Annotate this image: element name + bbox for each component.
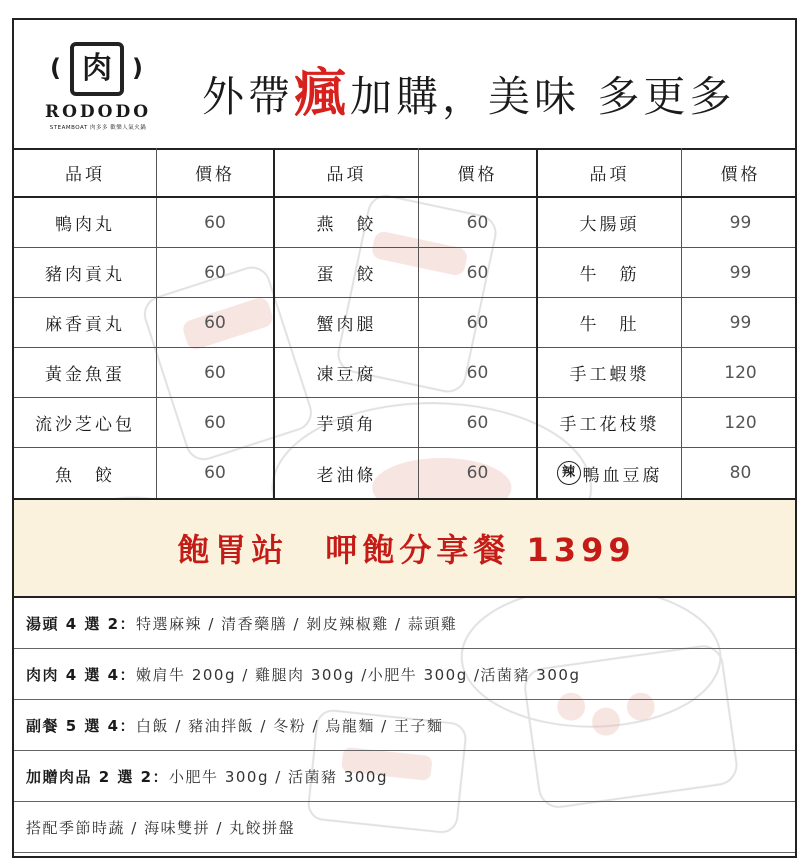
item-name: 牛 筋 [538, 248, 682, 297]
table-row [538, 198, 797, 248]
item-name: 手工花枝漿 [538, 398, 682, 447]
headline [202, 64, 735, 127]
table-header-row [538, 148, 797, 198]
table-header-row [14, 148, 273, 198]
set-text: 搭配季節時蔬 / 海味雙拼 / 丸餃拼盤 [26, 818, 296, 837]
item-price: 60 [204, 362, 226, 383]
header [14, 20, 797, 150]
table-row [14, 448, 273, 498]
item-name: 流沙芝心包 [14, 398, 157, 447]
item-price: 60 [466, 412, 489, 433]
brand-logo [28, 38, 168, 138]
header-price: 價格 [720, 164, 761, 185]
table-row [275, 398, 536, 448]
item-name: 凍豆腐 [275, 348, 419, 397]
set-text: 嫩肩牛 200g / 雞腿肉 300g /小肥牛 300g /活菌豬 300g [136, 665, 581, 684]
table-row [538, 448, 797, 498]
set-text: 小肥牛 300g / 活菌豬 300g [169, 767, 388, 786]
item-price: 60 [466, 463, 489, 483]
header-item: 品項 [14, 148, 157, 196]
set-label: 肉肉 4 選 4： [26, 665, 137, 684]
header-price: 價格 [195, 164, 235, 185]
item-name: 豬肉貢丸 [14, 248, 157, 297]
item-price: 99 [729, 262, 752, 283]
item-price: 60 [466, 212, 489, 233]
spicy-badge-icon: 辣 [557, 461, 581, 485]
item-name: 魚 餃 [14, 448, 157, 498]
item-price: 99 [729, 312, 752, 333]
set-label: 湯頭 4 選 2： [26, 614, 137, 633]
price-column-3 [538, 148, 797, 498]
set-text: 特選麻辣 / 清香藥膳 / 剝皮辣椒雞 / 蒜頭雞 [136, 614, 458, 633]
item-name: 蟹肉腿 [275, 298, 419, 347]
headline-suffix: 加購，美味 多更多 [350, 72, 736, 121]
header-item: 品項 [538, 148, 682, 196]
item-price: 60 [466, 362, 489, 383]
brand-subtitle: STEAMBOAT 肉多多 歡樂人氣火鍋 [49, 125, 147, 131]
item-name: 手工蝦漿 [538, 348, 682, 397]
list-item [14, 802, 797, 853]
table-row [538, 348, 797, 398]
logo-glyph: 肉 [70, 42, 124, 96]
table-row [275, 448, 536, 498]
item-price: 60 [204, 212, 226, 233]
table-row [538, 398, 797, 448]
price-column-1 [14, 148, 273, 498]
table-row [538, 298, 797, 348]
item-name: 燕 餃 [275, 198, 419, 247]
item-price: 60 [204, 312, 226, 333]
list-item [14, 598, 797, 649]
item-price: 120 [724, 362, 757, 383]
logo-bracket-right: ) [132, 54, 143, 82]
brand-name: RODODO [44, 102, 152, 122]
table-row [275, 348, 536, 398]
set-meal-list [14, 598, 797, 853]
item-price: 120 [724, 412, 757, 433]
menu-sheet [12, 18, 797, 858]
table-row [538, 248, 797, 298]
item-price: 60 [466, 312, 489, 333]
table-row [275, 198, 536, 248]
item-name-text: 鴨血豆腐 [582, 465, 663, 486]
price-column-2 [275, 148, 536, 498]
table-row [275, 248, 536, 298]
item-price: 60 [204, 412, 226, 433]
set-label: 副餐 5 選 4： [26, 716, 137, 735]
header-price: 價格 [457, 164, 498, 185]
set-text: 白飯 / 豬油拌飯 / 冬粉 / 烏龍麵 / 王子麵 [136, 716, 444, 735]
item-name: 老油條 [275, 448, 419, 498]
table-header-row [275, 148, 536, 198]
item-name: 麻香貢丸 [14, 298, 157, 347]
headline-highlight: 瘋 [294, 64, 351, 124]
item-name: 蛋 餃 [275, 248, 419, 297]
item-price: 60 [466, 262, 489, 283]
table-row [14, 198, 273, 248]
logo-bracket-left: ( [50, 54, 61, 82]
item-name [538, 448, 682, 498]
item-name: 大腸頭 [538, 198, 682, 247]
item-price: 60 [204, 262, 226, 283]
item-price: 60 [204, 463, 226, 483]
set-meal-banner [14, 498, 797, 598]
item-name: 鴨肉丸 [14, 198, 157, 247]
item-price: 80 [729, 463, 752, 483]
item-price: 99 [729, 212, 752, 233]
table-row [14, 248, 273, 298]
table-row [14, 348, 273, 398]
logo-mark [28, 38, 168, 100]
table-row [275, 298, 536, 348]
header-item: 品項 [275, 148, 419, 196]
set-meal-title: 飽胃站 呷飽分享餐 1399 [177, 531, 636, 569]
headline-prefix: 外帶 [202, 72, 295, 121]
list-item [14, 751, 797, 802]
table-row [14, 298, 273, 348]
set-label: 加贈肉品 2 選 2： [26, 767, 170, 786]
item-name: 芋頭角 [275, 398, 419, 447]
item-name: 牛 肚 [538, 298, 682, 347]
table-row [14, 398, 273, 448]
list-item [14, 649, 797, 700]
list-item [14, 700, 797, 751]
item-name: 黃金魚蛋 [14, 348, 157, 397]
